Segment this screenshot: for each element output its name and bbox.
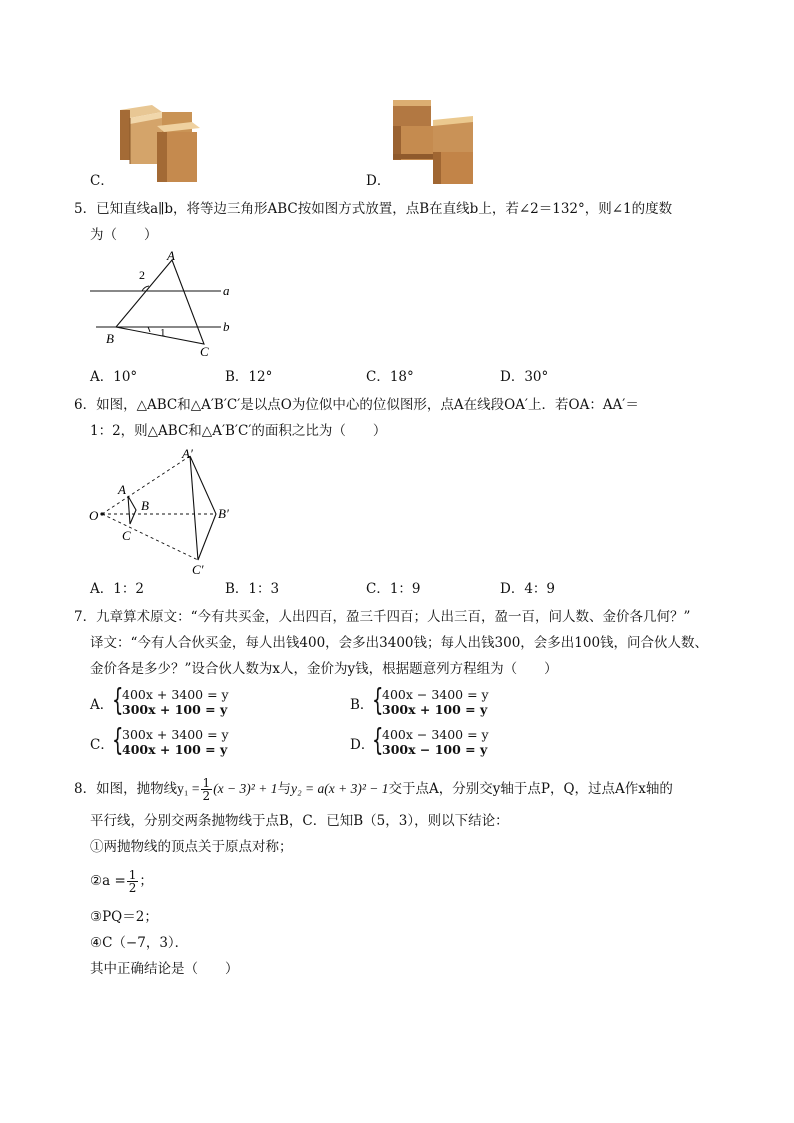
q6-label-C-prime: C′ [192,562,204,576]
cube-figure-d [388,96,483,188]
q8-c2-frac [127,869,139,894]
q7-option-b-eq1: 400x − 3400 = y [382,687,489,702]
q4-option-d: D． [366,173,391,189]
q8-c2-pre: ②a = [90,873,126,889]
q7-option-a-eq1: 400x + 3400 = y [122,687,229,702]
q8-frac-num: 1 [202,776,211,790]
q7-option-a-eq2: 300x + 100 = y [122,702,228,717]
q8-prefix: 8．如图，抛物线 [74,781,178,797]
q8-conclusion-3: ③PQ＝2； [90,909,158,925]
q7-option-c-eq2: 400x + 100 = y [122,742,228,757]
q7-option-b-label: B． [350,697,374,713]
q7-option-c-brace: { [112,723,124,758]
q6-option-b: B．1：3 [225,581,280,597]
q8-y1: y₁ = [177,781,200,796]
q5-stem-line1: 5．已知直线a∥b，将等边三角形ABC按如图方式放置，点B在直线b上，若∠2＝132°，则∠1的度数 [74,201,673,217]
q5-label-a: a [223,283,230,298]
q6-label-O: O [89,508,99,523]
q6-label-A: A [118,482,126,497]
q6-option-c: C．1：9 [366,581,421,597]
q5-label-C: C [200,344,209,359]
q5-label-2: 2 [139,268,145,282]
q5-option-a: A．10° [90,369,138,385]
q8-c2-frac-num: 1 [128,868,137,882]
q8-y1-rest: (x − 3)² + 1 [213,781,278,796]
q8-c2-post: ； [139,873,153,889]
q7-option-d-brace: { [372,723,384,758]
q8-frac-half [201,777,213,802]
q5-label-B: B [106,331,114,346]
q8-conclusion-2 [90,866,153,896]
q5-stem-line2: 为（ ） [90,227,158,243]
q8-ask: 其中正确结论是（ ） [90,961,239,977]
q7-option-b-eq2: 300x + 100 = y [382,702,488,717]
q6-stem-line2: 1：2，则△ABC和△A′B′C′的面积之比为（ ） [90,423,387,439]
q7-stem-line1: 7．九章算术原文：“今有共买金，人出四百，盈三千四百；人出三百，盈一百，问人数、金价各几何？” [74,609,691,625]
q5-triangle-figure [86,248,246,360]
q6-stem-line1: 6．如图，△ABC和△A′B′C′是以点O为位似中心的位似图形，点A在线段OA′上．若OA：AA′＝ [74,397,639,413]
q8-conclusion-4: ④C（−7，3）． [90,935,189,951]
q8-conclusion-1: ①两抛物线的顶点关于原点对称； [90,839,293,855]
q5-option-c: C．18° [366,369,414,385]
q6-label-B-prime: B′ [218,506,229,521]
q5-label-b: b [223,319,230,334]
q7-option-d-label: D． [350,737,375,753]
q7-stem-line3: 金价各是多少？”设合伙人数为x人，金价为y钱，根据题意列方程组为（ ） [90,661,558,677]
q6-homothety-figure [86,444,246,576]
q8-frac-den: 2 [202,789,211,803]
q6-label-A-prime: A′ [182,446,193,461]
q6-option-d: D．4：9 [500,581,556,597]
q6-option-a: A．1：2 [90,581,144,597]
q7-option-d-eq2: 300x − 100 = y [382,742,488,757]
q4-option-c: C． [90,173,114,189]
q5-option-d: D．30° [500,369,549,385]
q7-option-c-label: C． [90,737,114,753]
cube-figure-c [112,100,207,188]
q7-option-a-label: A． [90,697,114,713]
q5-label-1: 1 [160,327,166,339]
q5-label-A: A [167,248,175,263]
q7-option-b-brace: { [372,683,384,718]
q8-stem-rest: 交于点A，分别交y轴于点P，Q，过点A作x轴的 [388,781,673,797]
q7-option-d-eq1: 400x − 3400 = y [382,727,489,742]
q7-stem-line2: 译文：“今有人合伙买金，每人出钱400，会多出3400钱；每人出钱300，会多出100钱，问合伙人数、 [90,635,709,651]
q8-y2: y₂ = a(x + 3)² − 1 [290,781,389,796]
q8-conj: 与 [277,781,291,797]
q5-option-b: B．12° [225,369,273,385]
q6-label-B: B [141,498,149,513]
q8-stem-line1 [74,774,673,804]
q7-option-a-brace: { [112,683,124,718]
q6-label-C: C [122,528,131,543]
q8-c2-frac-den: 2 [128,881,137,895]
q7-option-c-eq1: 300x + 3400 = y [122,727,229,742]
q8-stem-line2: 平行线，分别交两条抛物线于点B，C．已知B（5，3），则以下结论： [90,813,509,829]
